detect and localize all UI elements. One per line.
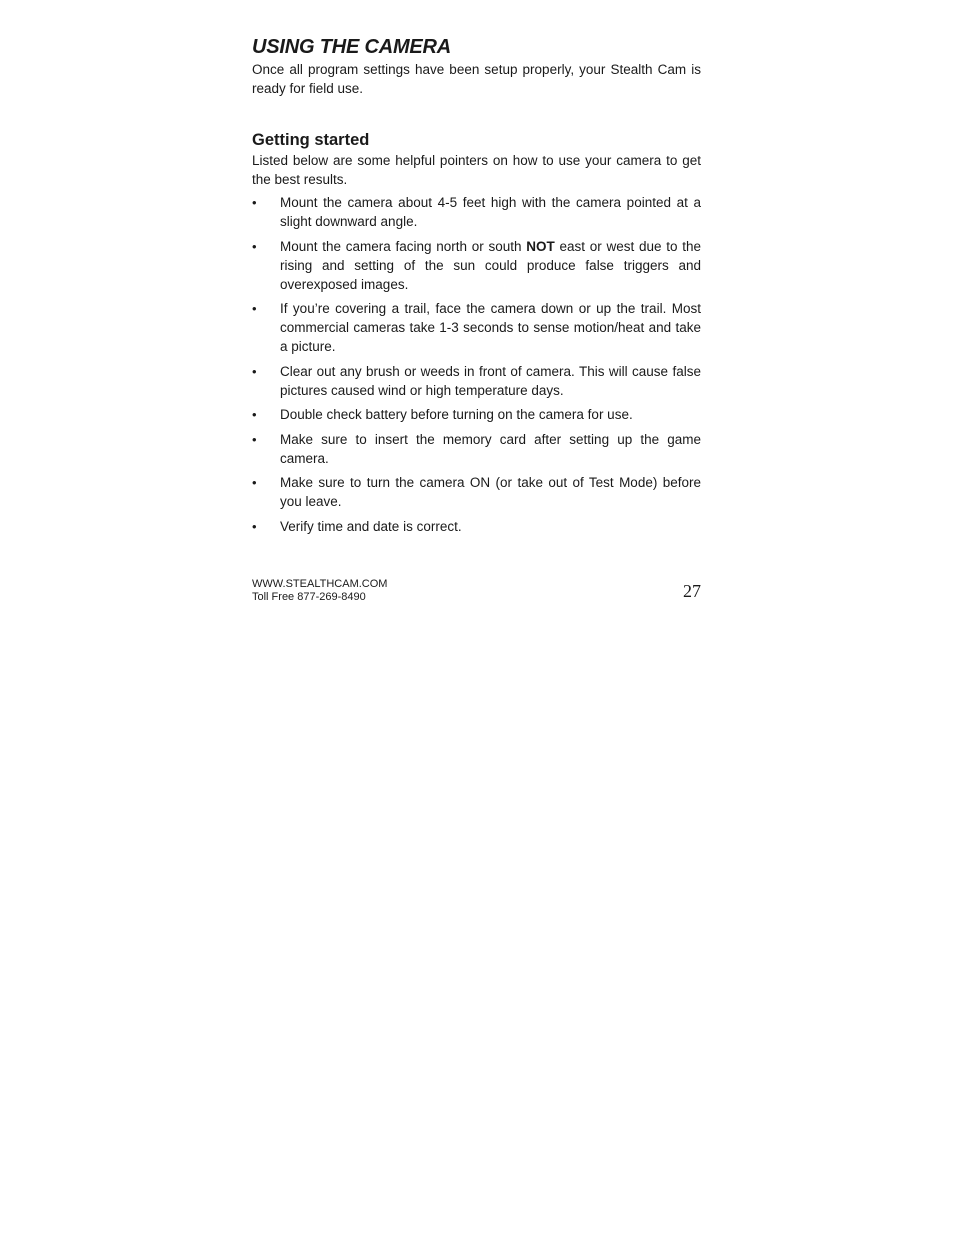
tip-item xyxy=(252,405,701,424)
website-url: WWW.STEALTHCAM.COM xyxy=(252,578,388,590)
bullet-icon: • xyxy=(252,301,257,316)
bullet-icon: • xyxy=(252,475,257,490)
tip-item xyxy=(252,430,701,468)
bullet-icon: • xyxy=(252,195,257,210)
section-title: USING THE CAMERA xyxy=(252,36,452,58)
page-footer xyxy=(252,578,701,608)
tip-item xyxy=(252,362,701,400)
tip-text: Make sure to turn the camera ON (or take out of Test Mode) before you leave. xyxy=(280,475,701,509)
tip-text: Double check battery before turning on the camera for use. xyxy=(280,407,633,422)
tip-text: If you’re covering a trail, face the camera down or up the trail. Most commercial cameras take 1-3 seconds to sense motion/heat and take a picture. xyxy=(280,301,701,354)
tip-text-after: east or west due to the rising and setting of the sun could produce false triggers and overexposed images. xyxy=(280,238,701,292)
tip-text-before: Mount the camera facing north or south xyxy=(280,238,527,254)
manual-page xyxy=(252,34,701,541)
bullet-icon: • xyxy=(252,238,257,254)
tip-item xyxy=(252,517,701,536)
bullet-icon: • xyxy=(252,363,257,379)
tips-list xyxy=(252,193,701,536)
getting-started-title: Getting started xyxy=(252,131,370,149)
bullet-icon: • xyxy=(252,407,257,422)
tip-item xyxy=(252,237,701,294)
bullet-icon: • xyxy=(252,431,257,447)
bullet-icon: • xyxy=(252,518,257,534)
tip-item xyxy=(252,299,701,356)
getting-started-intro: Listed below are some helpful pointers on how to use your camera to get the best results. xyxy=(252,153,701,187)
toll-free-phone: Toll Free 877-269-8490 xyxy=(252,591,366,603)
footer-contact xyxy=(252,578,387,604)
section-intro: Once all program settings have been setup properly, your Stealth Cam is ready for field use. xyxy=(252,62,701,96)
page-number: 27 xyxy=(683,581,701,601)
tip-emphasis: NOT xyxy=(526,238,555,254)
tip-item xyxy=(252,193,701,231)
tip-text: Verify time and date is correct. xyxy=(280,518,462,534)
tip-item xyxy=(252,473,701,511)
tip-text: Mount the camera about 4-5 feet high with the camera pointed at a slight downward angle. xyxy=(280,195,701,229)
tip-text: Clear out any brush or weeds in front of camera. This will cause false pictures caused wind or high temperature days. xyxy=(280,363,701,398)
tip-text: Make sure to insert the memory card after setting up the game camera. xyxy=(280,431,701,466)
